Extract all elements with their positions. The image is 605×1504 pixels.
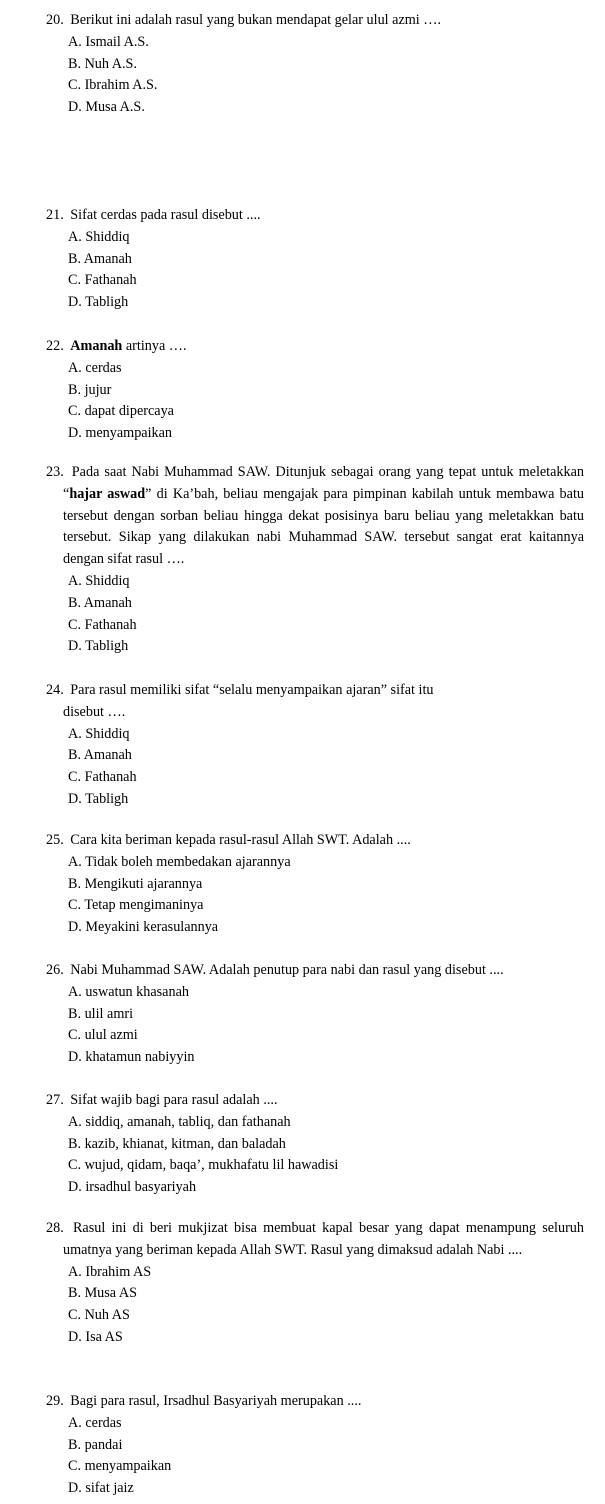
option-b[interactable]: B. Amanah: [68, 594, 132, 611]
option-c[interactable]: C. Ibrahim A.S.: [68, 77, 158, 94]
option-d[interactable]: D. Isa AS: [68, 1328, 123, 1345]
question-24: [46, 680, 584, 811]
option-c[interactable]: C. menyampaikan: [68, 1458, 172, 1475]
options-list: [46, 1262, 584, 1349]
option-c[interactable]: C. wujud, qidam, baqa’, mukhafatu lil hawadisi: [68, 1157, 339, 1174]
option-d[interactable]: D. khatamun nabiyyin: [68, 1049, 195, 1066]
question-stem: [46, 1090, 584, 1112]
option-c[interactable]: C. Fathanah: [68, 769, 137, 786]
question-stem: [46, 205, 584, 227]
option-c[interactable]: C. ulul azmi: [68, 1027, 138, 1044]
option-b[interactable]: B. Nuh A.S.: [68, 55, 137, 72]
question-number: 24.: [46, 682, 64, 698]
question-text-line2: disebut ….: [63, 703, 126, 720]
question-text: Berikut ini adalah rasul yang bukan mendapat gelar ulul azmi ….: [70, 12, 442, 28]
question-stem: [46, 1391, 584, 1413]
question-22: [46, 336, 584, 445]
options-list: [46, 32, 584, 119]
question-number: 29.: [46, 1393, 64, 1409]
options-list: [46, 571, 584, 658]
options-list: [46, 724, 584, 811]
option-b[interactable]: B. Amanah: [68, 250, 132, 267]
question-26: [46, 960, 584, 1069]
option-a[interactable]: A. Ibrahim AS: [68, 1263, 152, 1280]
option-b[interactable]: B. Amanah: [68, 747, 132, 764]
question-number: 26.: [46, 962, 64, 978]
question-text: Sifat wajib bagi para rasul adalah ....: [70, 1092, 278, 1108]
options-list: [46, 227, 584, 314]
options-list: [46, 1413, 584, 1500]
question-stem: [46, 960, 584, 982]
question-text: Bagi para rasul, Irsadhul Basyariyah merupakan ....: [70, 1393, 362, 1409]
options-list: [46, 1112, 584, 1199]
question-21: [46, 205, 584, 314]
question-number: 28.: [46, 1220, 64, 1236]
question-text: Cara kita beriman kepada rasul-rasul Allah SWT. Adalah ....: [70, 832, 411, 848]
question-text: artinya ….: [122, 338, 187, 354]
option-d[interactable]: D. irsadhul basyariyah: [68, 1179, 197, 1196]
question-stem: [46, 10, 584, 32]
option-c[interactable]: C. dapat dipercaya: [68, 403, 174, 420]
option-a[interactable]: A. Shiddiq: [68, 572, 130, 589]
question-stem: [46, 336, 584, 358]
option-c[interactable]: C. Fathanah: [68, 272, 137, 289]
question-number: 23.: [46, 464, 64, 480]
question-number: 27.: [46, 1092, 64, 1108]
option-d[interactable]: D. Meyakini kerasulannya: [68, 919, 219, 936]
option-a[interactable]: A. cerdas: [68, 1414, 122, 1431]
option-a[interactable]: A. Shiddiq: [68, 725, 130, 742]
option-d[interactable]: D. sifat jaiz: [68, 1480, 134, 1497]
options-list: [46, 358, 584, 445]
question-text: Para rasul memiliki sifat “selalu menyampaikan ajaran” sifat itu: [70, 682, 434, 698]
question-text-bold: hajar aswad: [69, 485, 146, 502]
option-a[interactable]: A. Tidak boleh membedakan ajarannya: [68, 853, 291, 870]
question-29: [46, 1391, 584, 1500]
option-d[interactable]: D. Musa A.S.: [68, 99, 145, 116]
question-text: Rasul ini di beri mukjizat bisa membuat kapal besar yang dapat menampung seluruh umatnya yang beriman kepada Allah SWT. Rasul yang dimaksud adalah Nabi ....: [63, 1220, 584, 1258]
question-stem: [46, 830, 584, 852]
question-text: Nabi Muhammad SAW. Adalah penutup para nabi dan rasul yang disebut ....: [70, 962, 504, 978]
options-list: [46, 982, 584, 1069]
option-c[interactable]: C. Tetap mengimaninya: [68, 897, 204, 914]
question-28: [46, 1218, 584, 1349]
question-stem: [46, 1218, 584, 1262]
option-d[interactable]: D. menyampaikan: [68, 425, 173, 442]
question-25: [46, 830, 584, 939]
question-20: [46, 10, 584, 119]
option-c[interactable]: C. Nuh AS: [68, 1307, 130, 1324]
option-d[interactable]: D. Tabligh: [68, 638, 129, 655]
question-text-continued: ” di Ka’bah, beliau mengajak para pimpinan kabilah untuk membawa batu tersebut dengan sorban beliau hingga dekat posisinya baru beliau yang meletakkan batu tersebut. Sikap yang dilakukan nabi Muhammad SAW. tersebut sangat erat kaitannya dengan sifat rasul ….: [63, 485, 584, 568]
option-c[interactable]: C. Fathanah: [68, 616, 137, 633]
option-b[interactable]: B. pandai: [68, 1436, 123, 1453]
option-a[interactable]: A. siddiq, amanah, tabliq, dan fathanah: [68, 1113, 291, 1130]
option-d[interactable]: D. Tabligh: [68, 790, 129, 807]
question-text: Sifat cerdas pada rasul disebut ....: [70, 207, 261, 223]
options-list: [46, 852, 584, 939]
option-b[interactable]: B. kazib, khianat, kitman, dan baladah: [68, 1135, 286, 1152]
question-number: 20.: [46, 12, 64, 28]
question-number: 21.: [46, 207, 64, 223]
option-a[interactable]: A. cerdas: [68, 359, 122, 376]
question-text: Pada saat Nabi Muhammad SAW. Ditunjuk sebagai orang yang tepat untuk meletakkan “: [63, 464, 584, 502]
option-a[interactable]: A. Ismail A.S.: [68, 33, 149, 50]
option-a[interactable]: A. Shiddiq: [68, 228, 130, 245]
option-a[interactable]: A. uswatun khasanah: [68, 983, 189, 1000]
question-27: [46, 1090, 584, 1199]
option-b[interactable]: B. jujur: [68, 381, 112, 398]
option-d[interactable]: D. Tabligh: [68, 294, 129, 311]
question-23: [46, 462, 584, 658]
question-number: 22.: [46, 338, 64, 354]
question-stem: [46, 680, 584, 724]
option-b[interactable]: B. Musa AS: [68, 1285, 137, 1302]
option-b[interactable]: B. ulil amri: [68, 1005, 134, 1022]
option-b[interactable]: B. Mengikuti ajarannya: [68, 875, 203, 892]
question-text-bold: Amanah: [70, 338, 123, 354]
question-stem: [46, 462, 584, 571]
question-number: 25.: [46, 832, 64, 848]
